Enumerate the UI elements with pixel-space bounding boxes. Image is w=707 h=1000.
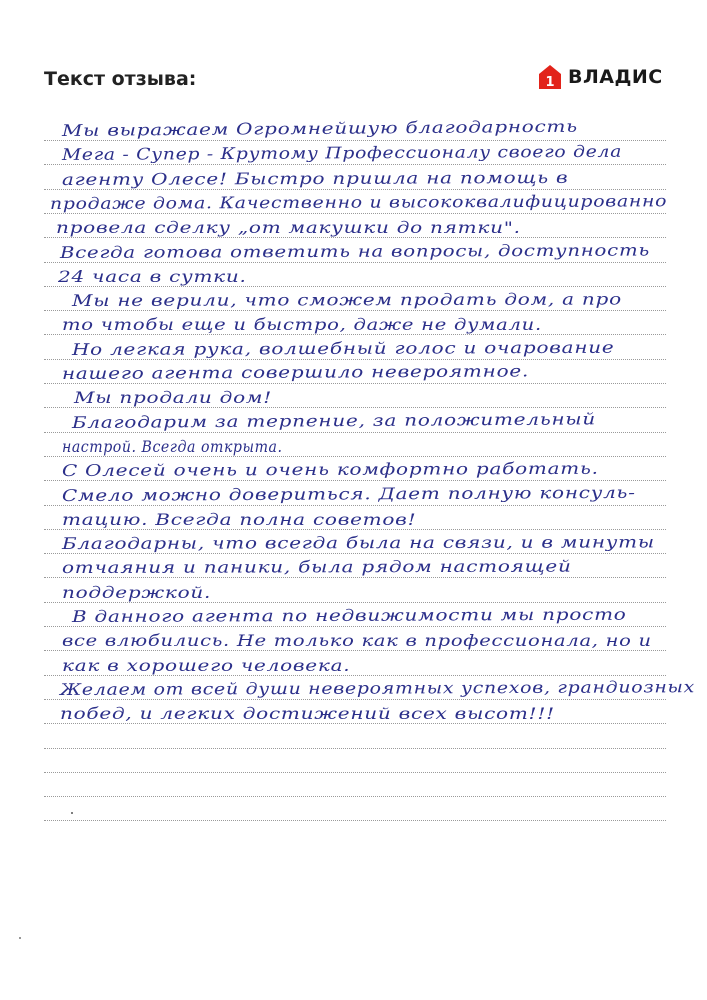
page-title: Текст отзыва: bbox=[44, 68, 197, 90]
ruled-line bbox=[44, 213, 666, 214]
logo-text: ВЛАДИС bbox=[568, 66, 663, 88]
review-line: Мы не верили, что сможем продать дом, а про bbox=[71, 289, 622, 311]
review-line: Благодарим за терпение, за положительный bbox=[71, 408, 597, 432]
ruled-line bbox=[44, 553, 666, 554]
review-line: продаже дома. Качественно и высококвалифицированно bbox=[49, 191, 668, 213]
review-line: Смело можно довериться. Дает полную консуль- bbox=[61, 482, 636, 505]
ruled-line bbox=[44, 480, 666, 481]
ruled-line bbox=[44, 723, 666, 724]
review-line: Мы выражаем Огромнейшую благодарность bbox=[61, 116, 578, 140]
ruled-line bbox=[44, 505, 666, 506]
ruled-line bbox=[44, 529, 666, 530]
ruled-line bbox=[44, 577, 666, 578]
ruled-line bbox=[44, 140, 666, 141]
ruled-line bbox=[44, 675, 666, 676]
review-line: то чтобы еще и быстро, даже не думали. bbox=[62, 315, 542, 335]
review-line: провела сделку „от макушки до пятки". bbox=[56, 218, 521, 238]
ruled-line bbox=[44, 383, 666, 384]
ruled-line bbox=[44, 699, 666, 700]
ruled-line bbox=[44, 189, 666, 190]
review-line: как в хорошего человека. bbox=[62, 655, 351, 675]
review-line: Всегда готова ответить на вопросы, доступность bbox=[59, 239, 650, 262]
review-line: Мега - Супер - Крутому Профессионалу своего дела bbox=[61, 141, 623, 165]
review-line: тацию. Всегда полна советов! bbox=[62, 509, 417, 529]
ruled-line bbox=[44, 626, 666, 627]
ruled-line bbox=[44, 334, 666, 335]
review-line: Но легкая рука, волшебный голос и очарование bbox=[71, 337, 615, 359]
review-line: поддержкой. bbox=[62, 582, 212, 602]
ruled-line bbox=[44, 237, 666, 238]
review-line: отчаяния и паники, была рядом настоящей bbox=[61, 556, 572, 578]
ruled-line bbox=[44, 456, 666, 457]
ruled-line bbox=[44, 310, 666, 311]
ruled-line bbox=[44, 432, 666, 433]
ruled-line bbox=[44, 286, 666, 287]
logo-badge: 1 bbox=[545, 75, 555, 90]
review-line: Благодарны, что всегда была на связи, и в минуты bbox=[61, 532, 655, 554]
review-line: все влюбились. Не только как в профессионала, но и bbox=[62, 631, 652, 651]
review-line: агенту Олесе! Быстро пришла на помощь в bbox=[61, 167, 569, 189]
review-line: 24 часа в сутки. bbox=[58, 266, 247, 286]
review-line: С Олесей очень и очень комфортно работать. bbox=[61, 458, 599, 481]
ruled-line bbox=[44, 820, 666, 821]
review-line: Желаем от всей души невероятных успехов, грандиозных bbox=[59, 677, 696, 699]
review-line: В данного агента по недвижимости мы просто bbox=[71, 604, 627, 626]
review-line: Мы продали дом! bbox=[74, 388, 273, 408]
ruled-line bbox=[44, 796, 666, 797]
ruled-line bbox=[44, 748, 666, 749]
ruled-line bbox=[44, 407, 666, 408]
ruled-line bbox=[44, 602, 666, 603]
ruled-line bbox=[44, 772, 666, 773]
ruled-line bbox=[44, 650, 666, 651]
review-line: настрой. Всегда открыта. bbox=[62, 436, 283, 456]
ruled-line bbox=[44, 359, 666, 360]
ruled-line bbox=[44, 164, 666, 165]
review-line: побед, и легких достижений всех высот!!! bbox=[60, 704, 555, 724]
review-line: нашего агента совершило невероятное. bbox=[61, 361, 530, 383]
